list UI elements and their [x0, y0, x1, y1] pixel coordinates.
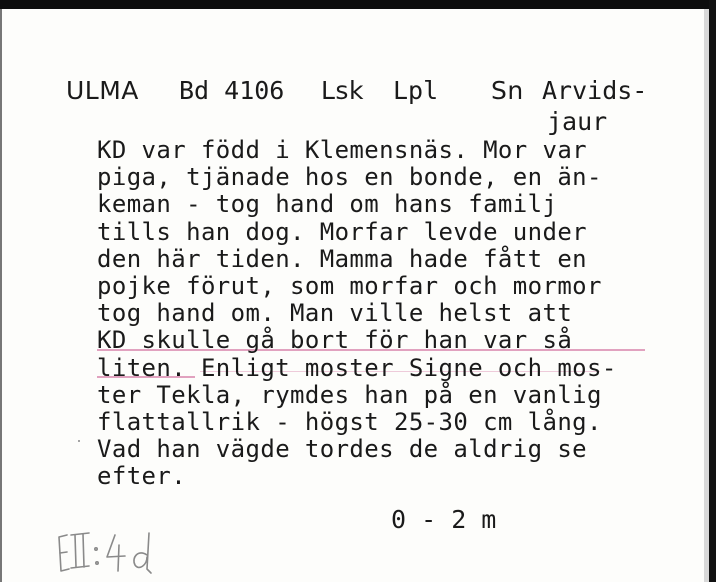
card-top-edge: [0, 0, 716, 9]
header-place: Arvids-: [542, 76, 648, 105]
header-name: ULMA: [66, 76, 139, 105]
header-sn: Sn: [491, 76, 524, 105]
header-bd: Bd 4106: [179, 76, 285, 105]
header-lsk: Lsk: [321, 76, 364, 105]
header-place-continued: jaur: [547, 107, 608, 136]
card-left-edge: [0, 9, 2, 582]
handwritten-signature-note: [55, 527, 185, 577]
card-right-edge: [709, 0, 716, 582]
card-body-text: KD var född i Klemensnäs. Mor var piga, tjänade hos en bonde, en än- keman - tog hand om hans familj tills han dog. Morfar levde under den här tiden. Mamma hade fått en pojke förut, som morfar och mormor tog hand om. Man ville helst att KD skulle gå bort för han var så liten. Enligt moster Signe och mos- ter Tekla, rymdes han på en vanlig flattallrik - högst 25-30 cm lång. Vad han vägde tordes de aldrig se efter.: [97, 136, 617, 491]
card-footer-size: 0 - 2 m: [391, 505, 497, 534]
paper-speck: [78, 440, 80, 442]
header-lpl: Lpl: [393, 76, 439, 105]
